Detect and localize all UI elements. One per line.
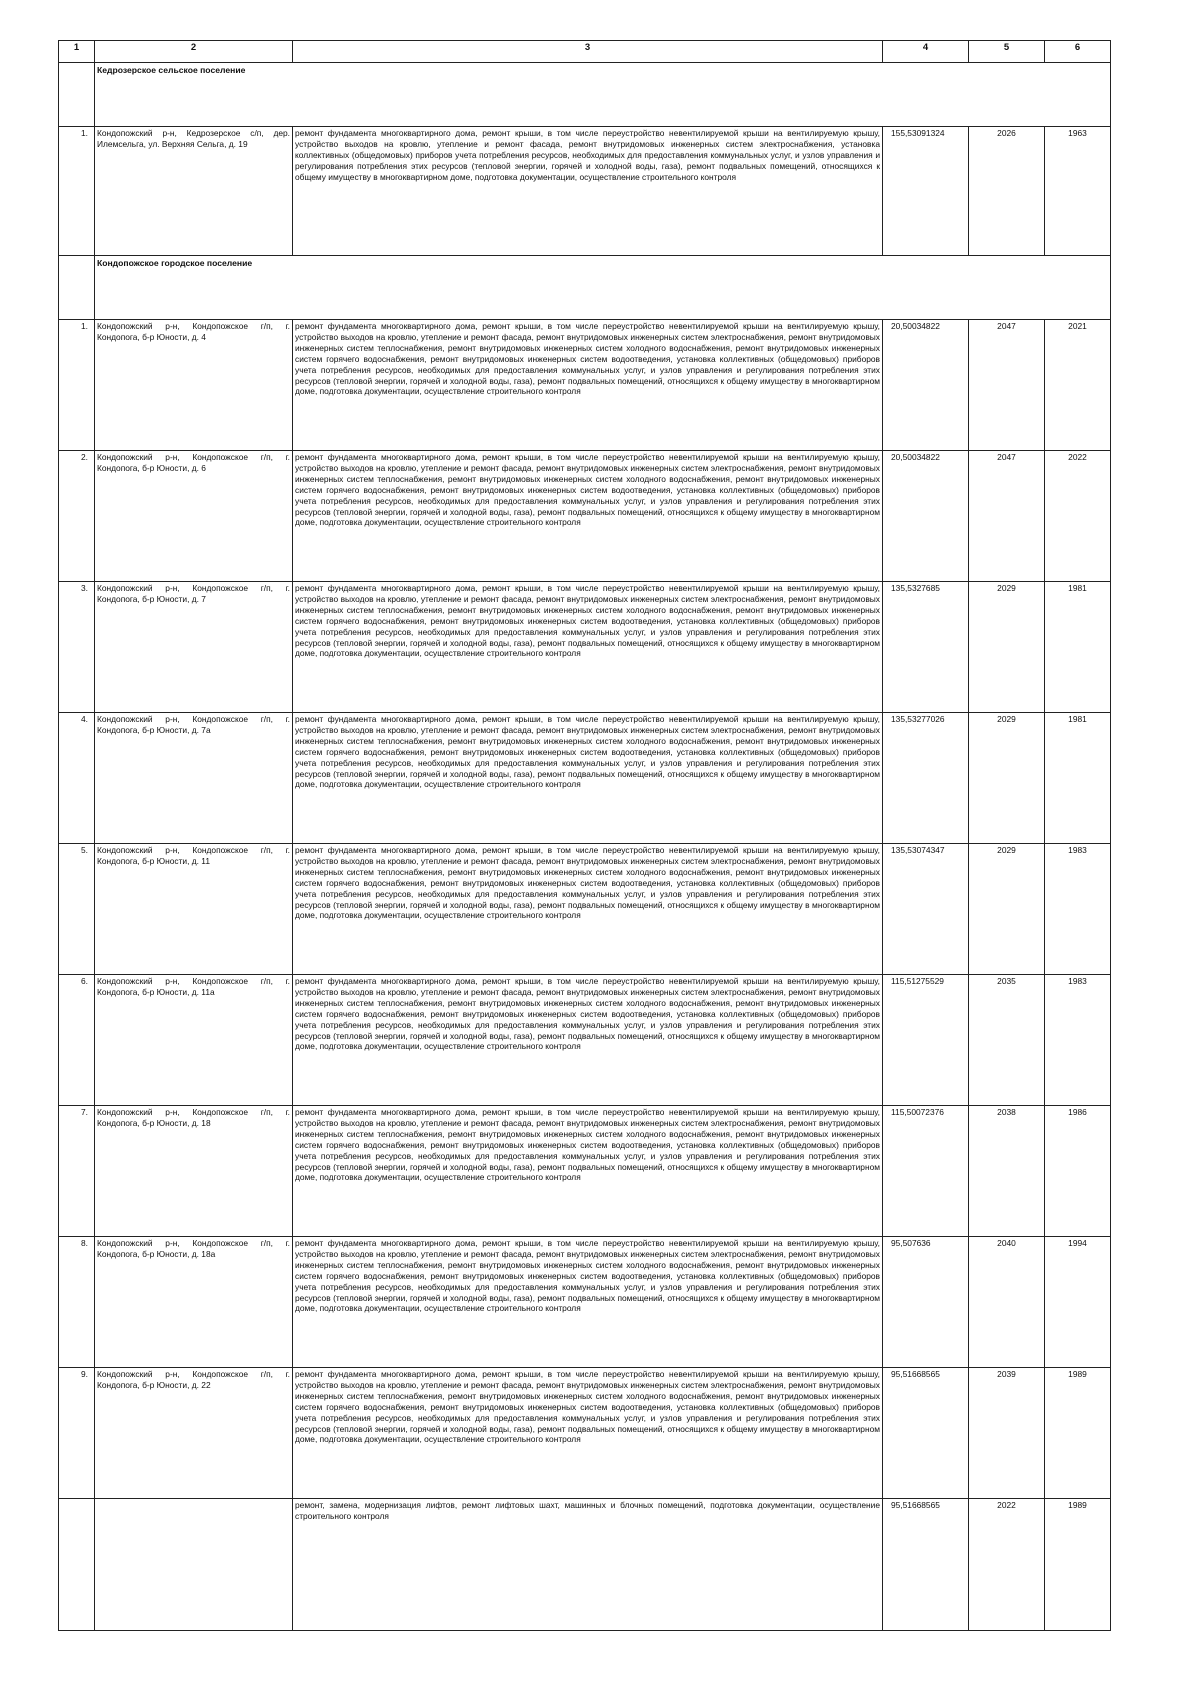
address-cell: Кондопожский р-н, Кондопожское г/п, г. Кондопога, б-р Юности, д. 4 xyxy=(95,320,293,451)
work-description-cell: ремонт фундамента многоквартирного дома, ремонт крыши, в том числе переустройство невентилируемой крыши на вентилируемую крышу, устройство выходов на кровлю, утепление и ремонт фасада, ремонт внутридомовых инженерных систем электроснабжения, ремонт внутридомовых инженерных систем теплоснабжения, ремонт внутридомовых инженерных систем холодного водоснабжения, ремонт внутридомовых инженерных систем горячего водоснабжения, ремонт внутридомовых инженерных систем водоотведения, установка коллективных (общедомовых) приборов учета потребления ресурсов, необходимых для предоставления коммунальных услуг, и узлов управления и регулирования потребления этих ресурсов (тепловой энергии, горячей и холодной воды, газа), ремонт подвальных помещений, относящихся к общему имуществу в многоквартирном доме, подготовка документации, осуществление строительного контроля xyxy=(293,1368,883,1499)
built-year-cell: 1994 xyxy=(1045,1237,1111,1368)
built-year-cell: 2021 xyxy=(1045,320,1111,451)
column-header: 1 xyxy=(59,41,95,63)
table-row xyxy=(59,1368,1111,1499)
table-row xyxy=(59,1237,1111,1368)
section-spacer-cell xyxy=(59,256,95,320)
section-spacer-cell xyxy=(59,63,95,127)
table-row xyxy=(59,1106,1111,1237)
planned-year-cell: 2026 xyxy=(969,127,1045,256)
work-description-cell: ремонт фундамента многоквартирного дома, ремонт крыши, в том числе переустройство невентилируемой крыши на вентилируемую крышу, устройство выходов на кровлю, утепление и ремонт фасада, ремонт внутридомовых инженерных систем электроснабжения, установка коллективных (общедомовых) приборов учета потребления ресурсов, необходимых для предоставления коммунальных услуг, и узлов управления и регулирования потребления этих ресурсов (тепловой энергии, горячей и холодной воды, газа), ремонт подвальных помещений, относящихся к общему имуществу в многоквартирном доме, подготовка документации, осуществление строительного контроля xyxy=(293,127,883,256)
row-number: 2. xyxy=(59,451,95,582)
table-row xyxy=(59,844,1111,975)
row-number: 4. xyxy=(59,713,95,844)
amount-cell: 95,51668565 xyxy=(883,1368,969,1499)
built-year-cell: 1989 xyxy=(1045,1499,1111,1631)
built-year-cell: 2022 xyxy=(1045,451,1111,582)
table-row xyxy=(59,451,1111,582)
column-number-header-row xyxy=(59,41,1111,63)
section-header-row xyxy=(59,256,1111,320)
planned-year-cell: 2035 xyxy=(969,975,1045,1106)
capital-repair-table xyxy=(58,40,1111,1631)
work-description-cell: ремонт фундамента многоквартирного дома, ремонт крыши, в том числе переустройство невентилируемой крыши на вентилируемую крышу, устройство выходов на кровлю, утепление и ремонт фасада, ремонт внутридомовых инженерных систем электроснабжения, ремонт внутридомовых инженерных систем теплоснабжения, ремонт внутридомовых инженерных систем холодного водоснабжения, ремонт внутридомовых инженерных систем горячего водоснабжения, ремонт внутридомовых инженерных систем водоотведения, установка коллективных (общедомовых) приборов учета потребления ресурсов, необходимых для предоставления коммунальных услуг, и узлов управления и регулирования потребления этих ресурсов (тепловой энергии, горячей и холодной воды, газа), ремонт подвальных помещений, относящихся к общему имуществу в многоквартирном доме, подготовка документации, осуществление строительного контроля xyxy=(293,1106,883,1237)
address-cell: Кондопожский р-н, Кондопожское г/п, г. Кондопога, б-р Юности, д. 7 xyxy=(95,582,293,713)
work-description-cell: ремонт, замена, модернизация лифтов, ремонт лифтовых шахт, машинных и блочных помещений, подготовка документации, осуществление строительного контроля xyxy=(293,1499,883,1631)
planned-year-cell: 2039 xyxy=(969,1368,1045,1499)
built-year-cell: 1963 xyxy=(1045,127,1111,256)
planned-year-cell: 2029 xyxy=(969,844,1045,975)
table-row xyxy=(59,975,1111,1106)
address-cell: Кондопожский р-н, Кондопожское г/п, г. Кондопога, б-р Юности, д. 11 xyxy=(95,844,293,975)
planned-year-cell: 2038 xyxy=(969,1106,1045,1237)
table-row xyxy=(59,713,1111,844)
amount-cell: 95,507636 xyxy=(883,1237,969,1368)
row-number: 1. xyxy=(59,127,95,256)
planned-year-cell: 2047 xyxy=(969,320,1045,451)
address-cell xyxy=(95,1499,293,1631)
address-cell: Кондопожский р-н, Кондопожское г/п, г. Кондопога, б-р Юности, д. 18а xyxy=(95,1237,293,1368)
planned-year-cell: 2029 xyxy=(969,713,1045,844)
built-year-cell: 1983 xyxy=(1045,975,1111,1106)
row-number xyxy=(59,1499,95,1631)
amount-cell: 20,50034822 xyxy=(883,320,969,451)
row-number: 9. xyxy=(59,1368,95,1499)
table-row xyxy=(59,1499,1111,1631)
amount-cell: 135,53074347 xyxy=(883,844,969,975)
work-description-cell: ремонт фундамента многоквартирного дома, ремонт крыши, в том числе переустройство невентилируемой крыши на вентилируемую крышу, устройство выходов на кровлю, утепление и ремонт фасада, ремонт внутридомовых инженерных систем электроснабжения, ремонт внутридомовых инженерных систем теплоснабжения, ремонт внутридомовых инженерных систем холодного водоснабжения, ремонт внутридомовых инженерных систем горячего водоснабжения, ремонт внутридомовых инженерных систем водоотведения, установка коллективных (общедомовых) приборов учета потребления ресурсов, необходимых для предоставления коммунальных услуг, и узлов управления и регулирования потребления этих ресурсов (тепловой энергии, горячей и холодной воды, газа), ремонт подвальных помещений, относящихся к общему имуществу в многоквартирном доме, подготовка документации, осуществление строительного контроля xyxy=(293,1237,883,1368)
planned-year-cell: 2029 xyxy=(969,582,1045,713)
row-number: 7. xyxy=(59,1106,95,1237)
work-description-cell: ремонт фундамента многоквартирного дома, ремонт крыши, в том числе переустройство невентилируемой крыши на вентилируемую крышу, устройство выходов на кровлю, утепление и ремонт фасада, ремонт внутридомовых инженерных систем электроснабжения, ремонт внутридомовых инженерных систем теплоснабжения, ремонт внутридомовых инженерных систем холодного водоснабжения, ремонт внутридомовых инженерных систем горячего водоснабжения, ремонт внутридомовых инженерных систем водоотведения, установка коллективных (общедомовых) приборов учета потребления ресурсов, необходимых для предоставления коммунальных услуг, и узлов управления и регулирования потребления этих ресурсов (тепловой энергии, горячей и холодной воды, газа), ремонт подвальных помещений, относящихся к общему имуществу в многоквартирном доме, подготовка документации, осуществление строительного контроля xyxy=(293,713,883,844)
row-number: 1. xyxy=(59,320,95,451)
address-cell: Кондопожский р-н, Кондопожское г/п, г. Кондопога, б-р Юности, д. 6 xyxy=(95,451,293,582)
amount-cell: 115,51275529 xyxy=(883,975,969,1106)
planned-year-cell: 2047 xyxy=(969,451,1045,582)
table-row xyxy=(59,320,1111,451)
row-number: 3. xyxy=(59,582,95,713)
amount-cell: 155,53091324 xyxy=(883,127,969,256)
address-cell: Кондопожский р-н, Кедрозерское с/п, дер. Илемсельга, ул. Верхняя Сельга, д. 19 xyxy=(95,127,293,256)
row-number: 8. xyxy=(59,1237,95,1368)
work-description-cell: ремонт фундамента многоквартирного дома, ремонт крыши, в том числе переустройство невентилируемой крыши на вентилируемую крышу, устройство выходов на кровлю, утепление и ремонт фасада, ремонт внутридомовых инженерных систем электроснабжения, ремонт внутридомовых инженерных систем теплоснабжения, ремонт внутридомовых инженерных систем холодного водоснабжения, ремонт внутридомовых инженерных систем горячего водоснабжения, ремонт внутридомовых инженерных систем водоотведения, установка коллективных (общедомовых) приборов учета потребления ресурсов, необходимых для предоставления коммунальных услуг, и узлов управления и регулирования потребления этих ресурсов (тепловой энергии, горячей и холодной воды, газа), ремонт подвальных помещений, относящихся к общему имуществу в многоквартирном доме, подготовка документации, осуществление строительного контроля xyxy=(293,844,883,975)
planned-year-cell: 2040 xyxy=(969,1237,1045,1368)
table-row xyxy=(59,582,1111,713)
address-cell: Кондопожский р-н, Кондопожское г/п, г. Кондопога, б-р Юности, д. 22 xyxy=(95,1368,293,1499)
amount-cell: 20,50034822 xyxy=(883,451,969,582)
amount-cell: 115,50072376 xyxy=(883,1106,969,1237)
work-description-cell: ремонт фундамента многоквартирного дома, ремонт крыши, в том числе переустройство невентилируемой крыши на вентилируемую крышу, устройство выходов на кровлю, утепление и ремонт фасада, ремонт внутридомовых инженерных систем электроснабжения, ремонт внутридомовых инженерных систем теплоснабжения, ремонт внутридомовых инженерных систем холодного водоснабжения, ремонт внутридомовых инженерных систем горячего водоснабжения, ремонт внутридомовых инженерных систем водоотведения, установка коллективных (общедомовых) приборов учета потребления ресурсов, необходимых для предоставления коммунальных услуг, и узлов управления и регулирования потребления этих ресурсов (тепловой энергии, горячей и холодной воды, газа), ремонт подвальных помещений, относящихся к общему имуществу в многоквартирном доме, подготовка документации, осуществление строительного контроля xyxy=(293,582,883,713)
column-header: 3 xyxy=(293,41,883,63)
amount-cell: 135,5327685 xyxy=(883,582,969,713)
built-year-cell: 1983 xyxy=(1045,844,1111,975)
section-title: Кедрозерское сельское поселение xyxy=(95,63,1111,127)
amount-cell: 135,53277026 xyxy=(883,713,969,844)
work-description-cell: ремонт фундамента многоквартирного дома, ремонт крыши, в том числе переустройство невентилируемой крыши на вентилируемую крышу, устройство выходов на кровлю, утепление и ремонт фасада, ремонт внутридомовых инженерных систем электроснабжения, ремонт внутридомовых инженерных систем теплоснабжения, ремонт внутридомовых инженерных систем холодного водоснабжения, ремонт внутридомовых инженерных систем горячего водоснабжения, ремонт внутридомовых инженерных систем водоотведения, установка коллективных (общедомовых) приборов учета потребления ресурсов, необходимых для предоставления коммунальных услуг, и узлов управления и регулирования потребления этих ресурсов (тепловой энергии, горячей и холодной воды, газа), ремонт подвальных помещений, относящихся к общему имуществу в многоквартирном доме, подготовка документации, осуществление строительного контроля xyxy=(293,451,883,582)
table-row xyxy=(59,127,1111,256)
amount-cell: 95,51668565 xyxy=(883,1499,969,1631)
address-cell: Кондопожский р-н, Кондопожское г/п, г. Кондопога, б-р Юности, д. 18 xyxy=(95,1106,293,1237)
built-year-cell: 1981 xyxy=(1045,582,1111,713)
row-number: 5. xyxy=(59,844,95,975)
column-header: 4 xyxy=(883,41,969,63)
address-cell: Кондопожский р-н, Кондопожское г/п, г. Кондопога, б-р Юности, д. 7а xyxy=(95,713,293,844)
column-header: 5 xyxy=(969,41,1045,63)
column-header: 2 xyxy=(95,41,293,63)
planned-year-cell: 2022 xyxy=(969,1499,1045,1631)
built-year-cell: 1981 xyxy=(1045,713,1111,844)
section-title: Кондопожское городское поселение xyxy=(95,256,1111,320)
column-header: 6 xyxy=(1045,41,1111,63)
section-header-row xyxy=(59,63,1111,127)
address-cell: Кондопожский р-н, Кондопожское г/п, г. Кондопога, б-р Юности, д. 11а xyxy=(95,975,293,1106)
row-number: 6. xyxy=(59,975,95,1106)
work-description-cell: ремонт фундамента многоквартирного дома, ремонт крыши, в том числе переустройство невентилируемой крыши на вентилируемую крышу, устройство выходов на кровлю, утепление и ремонт фасада, ремонт внутридомовых инженерных систем электроснабжения, ремонт внутридомовых инженерных систем теплоснабжения, ремонт внутридомовых инженерных систем холодного водоснабжения, ремонт внутридомовых инженерных систем горячего водоснабжения, ремонт внутридомовых инженерных систем водоотведения, установка коллективных (общедомовых) приборов учета потребления ресурсов, необходимых для предоставления коммунальных услуг, и узлов управления и регулирования потребления этих ресурсов (тепловой энергии, горячей и холодной воды, газа), ремонт подвальных помещений, относящихся к общему имуществу в многоквартирном доме, подготовка документации, осуществление строительного контроля xyxy=(293,320,883,451)
built-year-cell: 1989 xyxy=(1045,1368,1111,1499)
built-year-cell: 1986 xyxy=(1045,1106,1111,1237)
work-description-cell: ремонт фундамента многоквартирного дома, ремонт крыши, в том числе переустройство невентилируемой крыши на вентилируемую крышу, устройство выходов на кровлю, утепление и ремонт фасада, ремонт внутридомовых инженерных систем электроснабжения, ремонт внутридомовых инженерных систем теплоснабжения, ремонт внутридомовых инженерных систем холодного водоснабжения, ремонт внутридомовых инженерных систем горячего водоснабжения, ремонт внутридомовых инженерных систем водоотведения, установка коллективных (общедомовых) приборов учета потребления ресурсов, необходимых для предоставления коммунальных услуг, и узлов управления и регулирования потребления этих ресурсов (тепловой энергии, горячей и холодной воды, газа), ремонт подвальных помещений, относящихся к общему имуществу в многоквартирном доме, подготовка документации, осуществление строительного контроля xyxy=(293,975,883,1106)
